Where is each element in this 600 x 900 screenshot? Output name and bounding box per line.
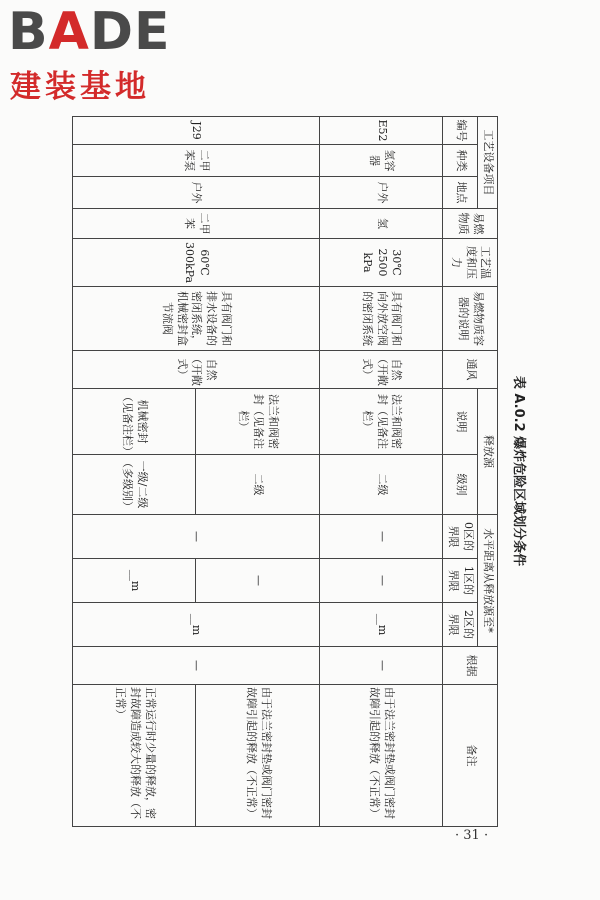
cell-temp-pressure: 60℃ 300kPa <box>73 239 320 287</box>
header-zone2: 2区的界限 <box>443 603 478 647</box>
cell-id: J29 <box>73 117 320 145</box>
cell-remarks: 由于法兰密封垫或阀门密封故障引起的释放（不正常） <box>196 685 319 827</box>
header-remarks: 备注 <box>443 685 498 827</box>
cell-release-desc: 法兰和阀密封（见备注栏） <box>196 389 319 455</box>
cell-basis: — <box>319 647 442 685</box>
cell-location: 户外 <box>73 177 320 209</box>
header-temp-pressure: 工艺温度和压力 <box>443 239 498 287</box>
header-horizontal-distance: 水平距离从释放源至* <box>478 515 498 647</box>
cell-container-desc: 具有阀门和向外放空阀的密闭系统 <box>319 287 442 351</box>
bade-logo <box>8 2 188 105</box>
header-id: 编号 <box>443 117 478 145</box>
cell-temp-pressure: 30℃ 2500 kPa <box>319 239 442 287</box>
cell-substance: 氢 <box>319 209 442 239</box>
rotated-content <box>72 116 532 826</box>
cell-substance: 二甲苯 <box>73 209 320 239</box>
header-substance: 易燃物质 <box>443 209 498 239</box>
cell-zone1: — <box>196 559 319 603</box>
header-zone0: 0区的界限 <box>443 515 478 559</box>
cell-release-desc: 法兰和阀密封（见备注栏） <box>319 389 442 455</box>
header-location: 地点 <box>443 177 478 209</box>
header-release-grade: 级别 <box>443 455 478 515</box>
cell-zone0: — <box>319 515 442 559</box>
rotated-table-area <box>72 116 532 826</box>
cell-release-grade: 二级 <box>196 455 319 515</box>
cell-type: 氢容器 <box>319 145 442 177</box>
header-release-source: 释放源 <box>478 389 498 515</box>
cell-release-grade: 一级/二级（多级别） <box>73 455 197 515</box>
cell-zone2: __m <box>319 603 442 647</box>
cell-zone2: __m <box>73 603 320 647</box>
cell-zone1: __m <box>73 559 197 603</box>
hazard-zone-table <box>72 116 498 827</box>
logo-subtitle: 建装基地 <box>10 69 150 105</box>
cell-type: 二甲苯泵 <box>73 145 320 177</box>
cell-id: E52 <box>319 117 442 145</box>
table-row <box>319 117 442 827</box>
header-container-desc: 易燃物质容器的说明 <box>443 287 498 351</box>
cell-zone0: — <box>73 515 320 559</box>
header-basis: 根据 <box>443 647 498 685</box>
cell-remarks: 正常运行时少量的释放，密封故障造成较大的释放（不正常） <box>73 685 197 827</box>
page-number: · 31 · <box>455 828 489 843</box>
cell-basis: — <box>73 647 320 685</box>
cell-ventilation: 自然（开敞式） <box>73 351 320 389</box>
cell-container-desc: 具有阀门和排水设备的密闭系统，机械密封盒节流阀 <box>73 287 320 351</box>
header-zone1: 1区的界限 <box>443 559 478 603</box>
cell-location: 户外 <box>319 177 442 209</box>
cell-ventilation: 自然（开敞式） <box>319 351 442 389</box>
cell-release-grade: 二级 <box>319 455 442 515</box>
header-ventilation: 通风 <box>443 351 498 389</box>
header-release-desc: 说明 <box>443 389 478 455</box>
header-type: 种类 <box>443 145 478 177</box>
header-equipment-group: 工艺设备项目 <box>478 117 498 209</box>
cell-remarks: 由于法兰密封垫或阀门密封故障引起的释放（不正常） <box>319 685 442 827</box>
logo-wordmark: BADE <box>8 2 171 62</box>
cell-release-desc: 机械密封（见备注栏） <box>73 389 197 455</box>
cell-zone1: — <box>319 559 442 603</box>
table-caption: 表 A.0.2 爆炸危险区域划分条件 <box>511 375 526 567</box>
table-row <box>196 117 319 827</box>
